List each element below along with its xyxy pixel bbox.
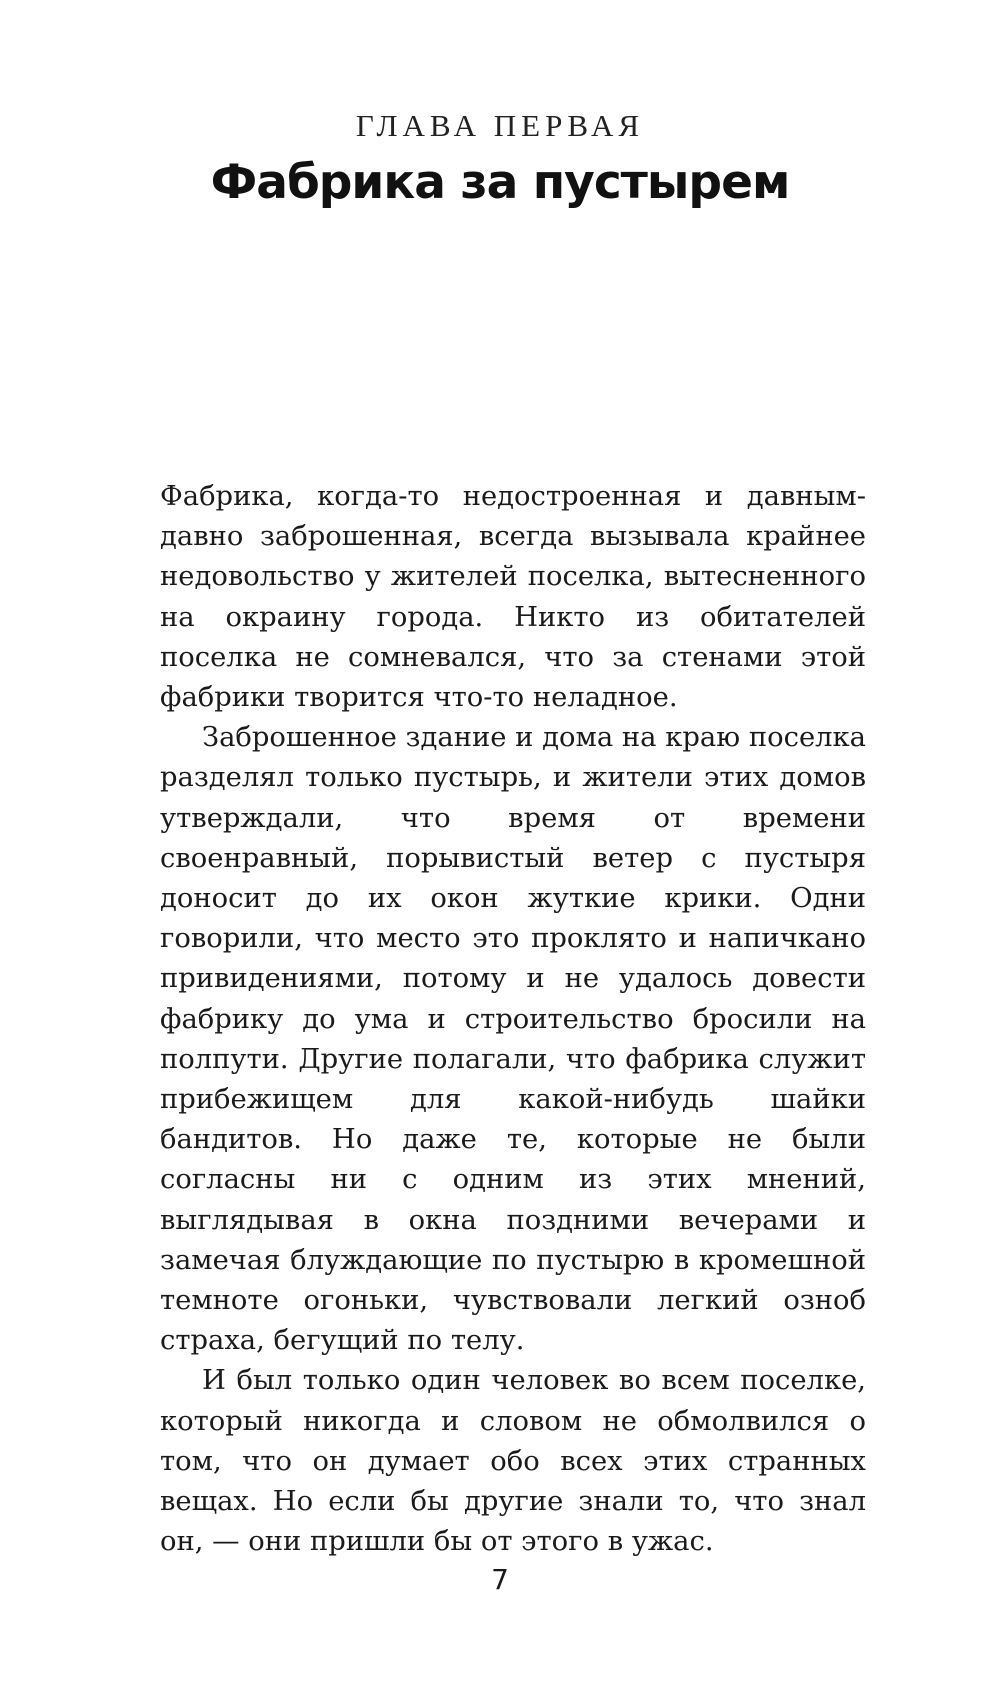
paragraph-2: Заброшенное здание и дома на краю поселка разделял только пустырь, и жители этих домов утверждали, что время от времени своенравный, порывистый ветер с пустыря доносит до их окон жуткие крики. Одни говорили, что место это проклято и напичкано привидениями, потому и не удалось довести фабрику до ума и строительство бросили на полпути. Другие полагали, что фабрика служит прибежищем для какой-нибудь шайки бандитов. Но даже те, которые не были согласны ни с одним из этих мнений, выглядывая в окна поздними вечерами и замечая блуждающие по пустырю в кромешной темноте огоньки, чувствовали легкий озноб страха, бегущий по телу.: [160, 722, 866, 1357]
chapter-title: Фабрика за пустырем: [210, 155, 790, 210]
chapter-label: ГЛАВА ПЕРВАЯ: [355, 108, 645, 143]
paragraph-3: И был только один человек во всем поселке, который никогда и словом не обмолвился о том, что он думает обо всех этих странных вещах. Но если бы другие знали то, что знал он, — они пришли бы от этого в ужас.: [160, 1365, 866, 1558]
chapter-body: [160, 477, 866, 1562]
paragraph-1: Фабрика, когда-то недостроенная и давным-давно заброшенная, всегда вызывала крайнее недовольство у жителей поселка, вытесненного на окраину города. Никто из обитателей поселка не сомневался, что за стенами этой фабрики творится что-то неладное.: [160, 481, 866, 714]
page-number: 7: [491, 1563, 509, 1596]
